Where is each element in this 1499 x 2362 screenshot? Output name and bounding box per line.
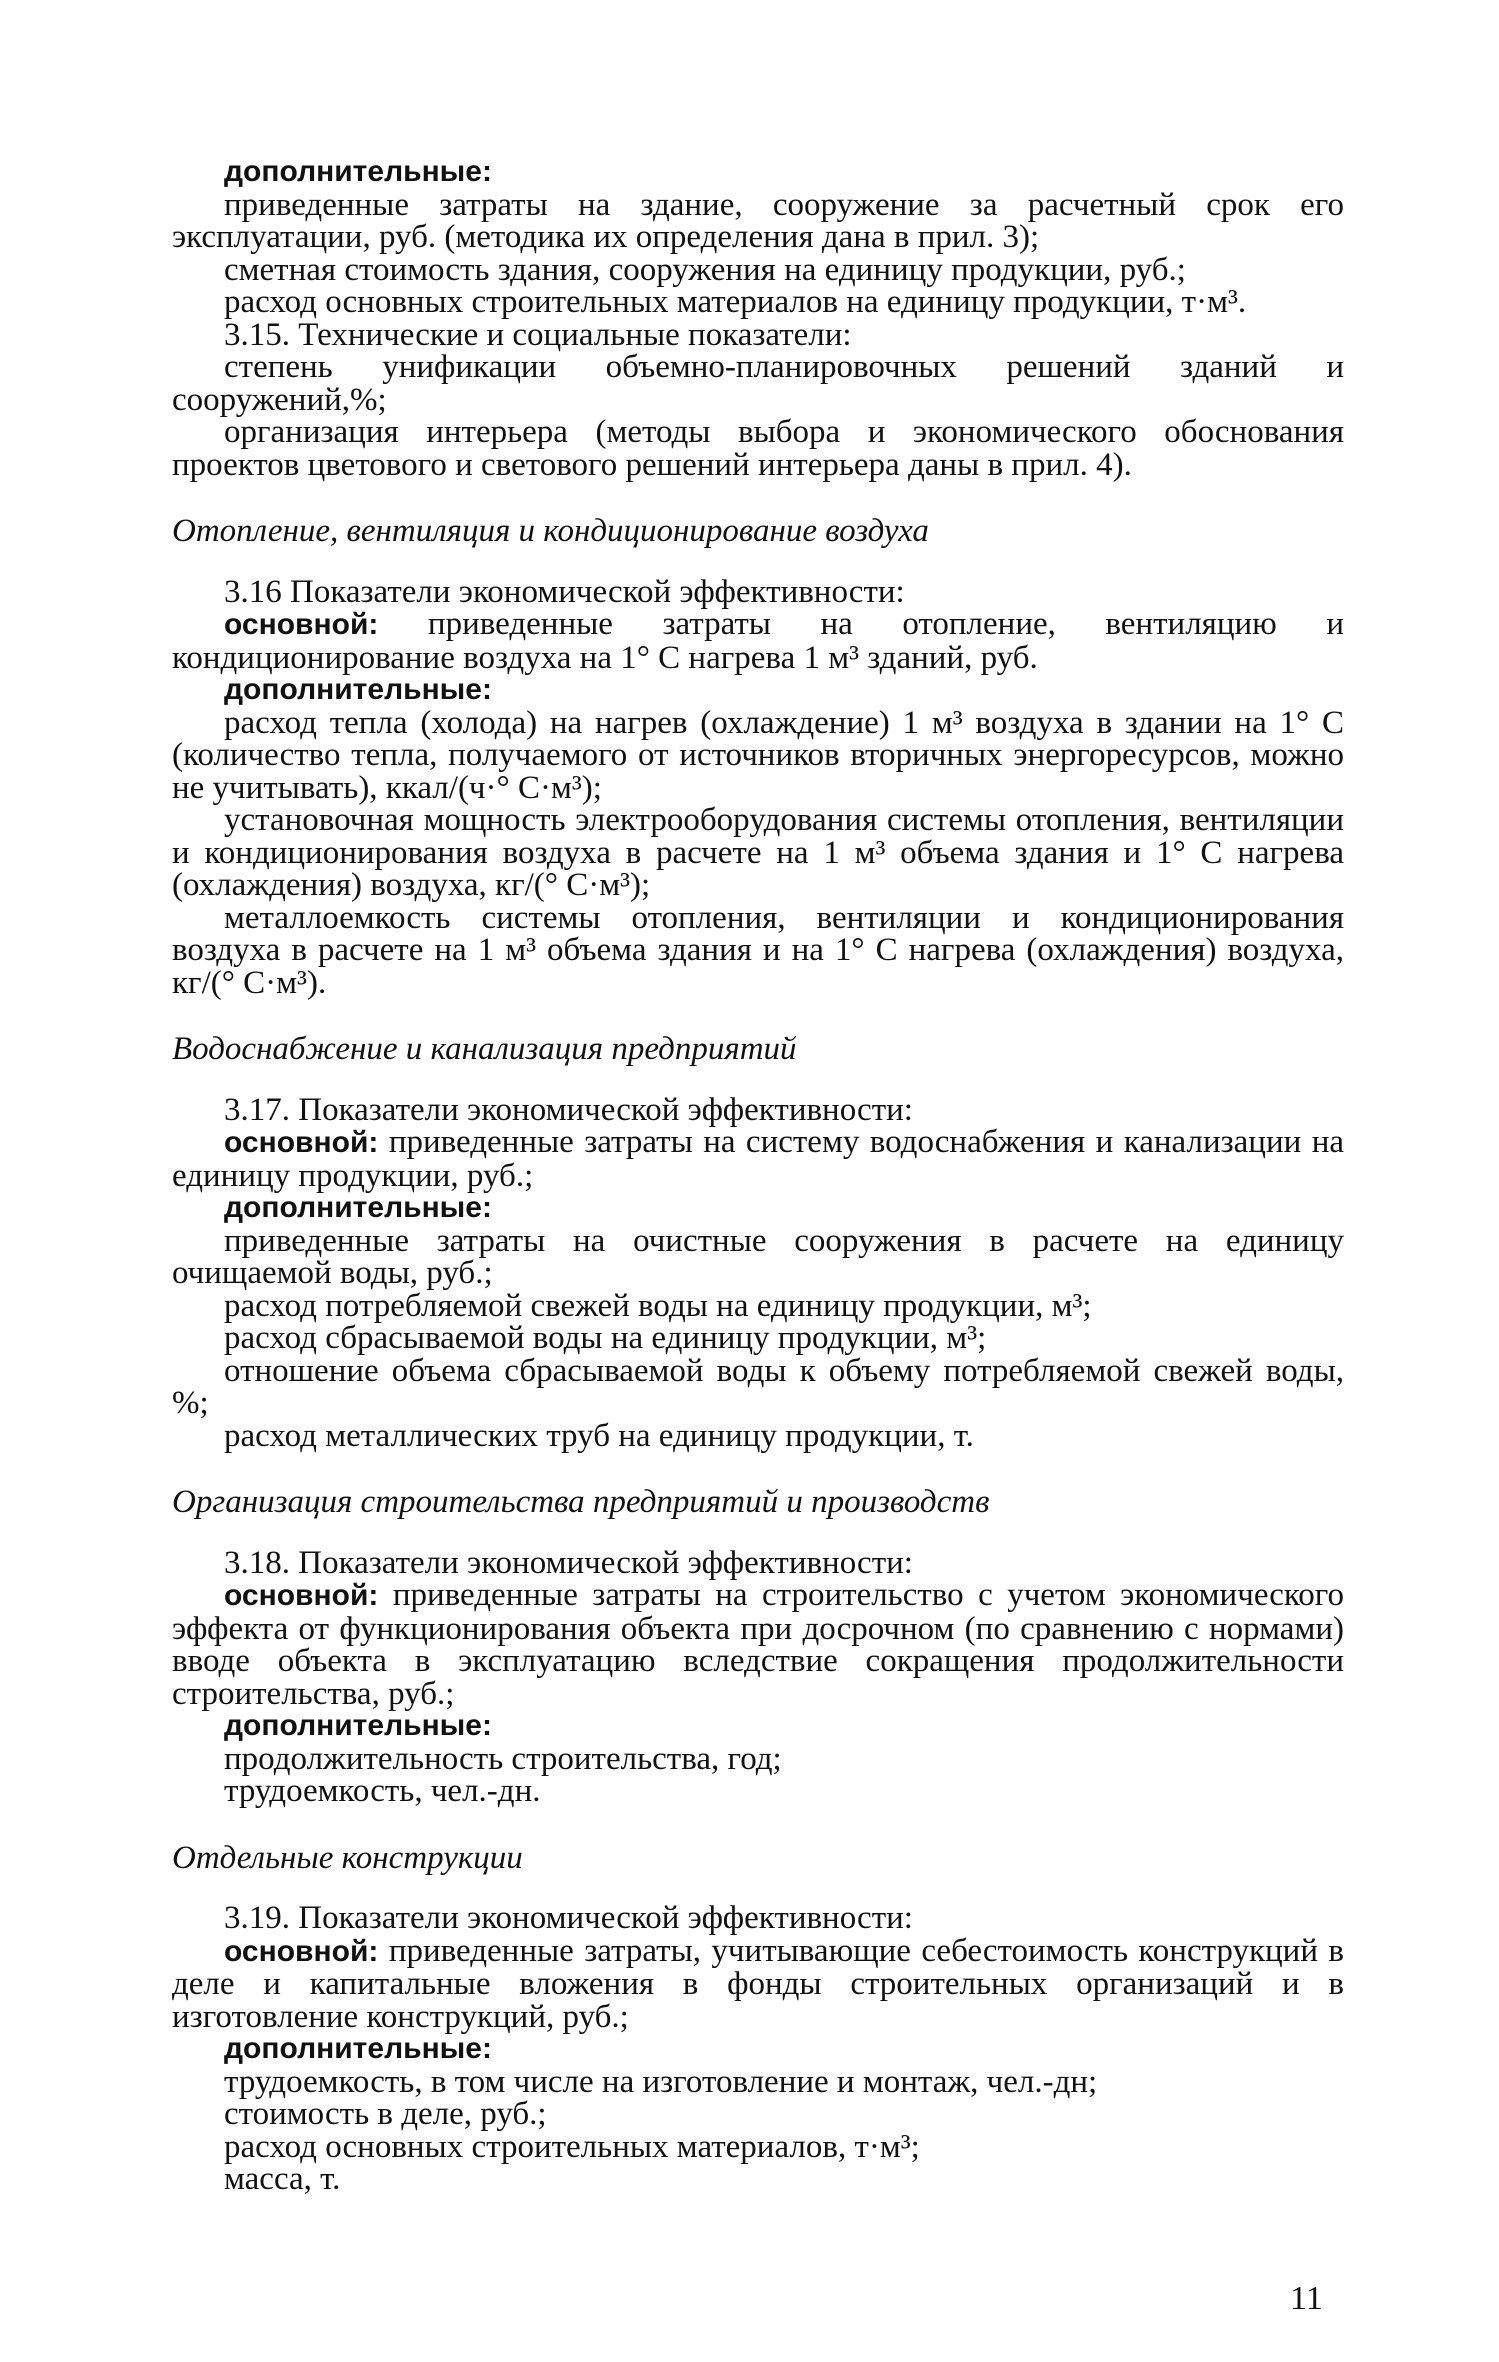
section-title-3-16: 3.16 Показатели экономической эффективности: [224,573,905,610]
list-item: расход тепла (холода) на нагрев (охлаждение) 1 м³ воздуха в здании на 1° С (количество тепла, получаемого от источников вторичных энергоресурсов, можно не учитывать), ккал/(ч·° С·м³); [172,704,1344,806]
list-item: продолжительность строительства, год; [224,1740,782,1777]
page-number: 11 [1290,2280,1323,2317]
list-item: стоимость в деле, руб.; [224,2096,547,2132]
list-item: металлоемкость системы отопления, вентиляции и кондиционирования воздуха в расчете на 1 м³ объема здания и на 1° С нагрева (охлаждения) воздуха, кг/(° С·м³). [172,899,1344,1001]
list-item: расход сбрасываемой воды на единицу продукции, м³; [224,1320,987,1356]
list-item: расход металлических труб на единицу продукции, т. [224,1417,974,1454]
section-heading-water: Водоснабжение и канализация предприятий [172,1031,797,1067]
section-heading-structures: Отдельные конструкции [172,1839,523,1876]
list-item: приведенные затраты на здание, сооружение за расчетный срок его эксплуатации, руб. (методика их определения дана в прил. 3); [172,186,1344,255]
main-label: основной: [224,1934,379,1968]
additional-label: дополнительные: [224,2032,492,2065]
list-item: трудоемкость, в том числе на изготовление и монтаж, чел.-дн; [224,2063,1098,2100]
list-item: расход основных строительных материалов на единицу продукции, т·м³. [224,284,1247,320]
list-item: степень унификации объемно-планировочных решений зданий и сооружений,%; [172,349,1344,418]
main-label: основной: [224,608,379,641]
list-item: отношение объема сбрасываемой воды к объему потребляемой свежей воды, %; [172,1352,1344,1421]
main-text: приведенные затраты, учитывающие себестоимость конструкций в деле и капитальные вложения в фонды строительных организаций и в изготовление конструкций, руб.; [172,1932,1344,2035]
section-heading-construction: Организация строительства предприятий и производств [172,1484,990,1520]
additional-label: дополнительные: [224,1191,492,1224]
additional-label: дополнительные: [224,1709,492,1742]
additional-label: дополнительные: [224,155,492,188]
list-item: расход основных строительных материалов, т·м³; [224,2128,920,2165]
main-indicator [172,608,1344,674]
main-label: основной: [224,1579,379,1612]
main-text: приведенные затраты на систему водоснабжения и канализации на единицу продукции, руб.; [172,1124,1344,1194]
list-item: сметная стоимость здания, сооружения на единицу продукции, руб.; [224,251,1186,288]
main-indicator [172,1579,1344,1710]
list-item: приведенные затраты на очистные сооружения в расчете на единицу очищаемой воды, руб.; [172,1222,1344,1291]
page-content [172,156,1344,2196]
main-indicator [172,1932,1344,2035]
section-heading-heating: Отопление, вентиляция и кондиционирование воздуха [172,513,929,549]
list-item: расход потребляемой свежей воды на единицу продукции, м³; [224,1287,1092,1324]
list-item: масса, т. [224,2161,341,2197]
section-title-3-18: 3.18. Показатели экономической эффективности: [224,1544,913,1581]
main-text: приведенные затраты на отопление, вентиляцию и кондиционирование воздуха на 1° С нагрева 1 м³ зданий, руб. [172,606,1344,676]
main-indicator [172,1126,1344,1192]
main-text: приведенные затраты на строительство с учетом экономического эффекта от функционирования объекта при досрочном (по сравнению с нормами) вводе объекта в эксплуатацию вследствие сокращения продолжительности строительства, руб.; [172,1577,1345,1712]
main-label: основной: [224,1126,379,1159]
section-title-3-17: 3.17. Показатели экономической эффективности: [224,1091,913,1128]
list-item: организация интерьера (методы выбора и экономического обоснования проектов цветового и светового решений интерьера даны в прил. 4). [172,414,1344,483]
list-item: трудоемкость, чел.-дн. [224,1773,541,1809]
additional-label: дополнительные: [224,673,492,706]
section-title-3-19: 3.19. Показатели экономической эффективности: [224,1900,913,1936]
section-title-3-15: 3.15. Технические и социальные показатели: [224,316,852,353]
list-item: установочная мощность электрооборудования системы отопления, вентиляции и кондиционирования воздуха в расчете на 1 м³ объема здания и 1° С нагрева (охлаждения) воздуха, кг/(° С·м³); [172,802,1344,903]
